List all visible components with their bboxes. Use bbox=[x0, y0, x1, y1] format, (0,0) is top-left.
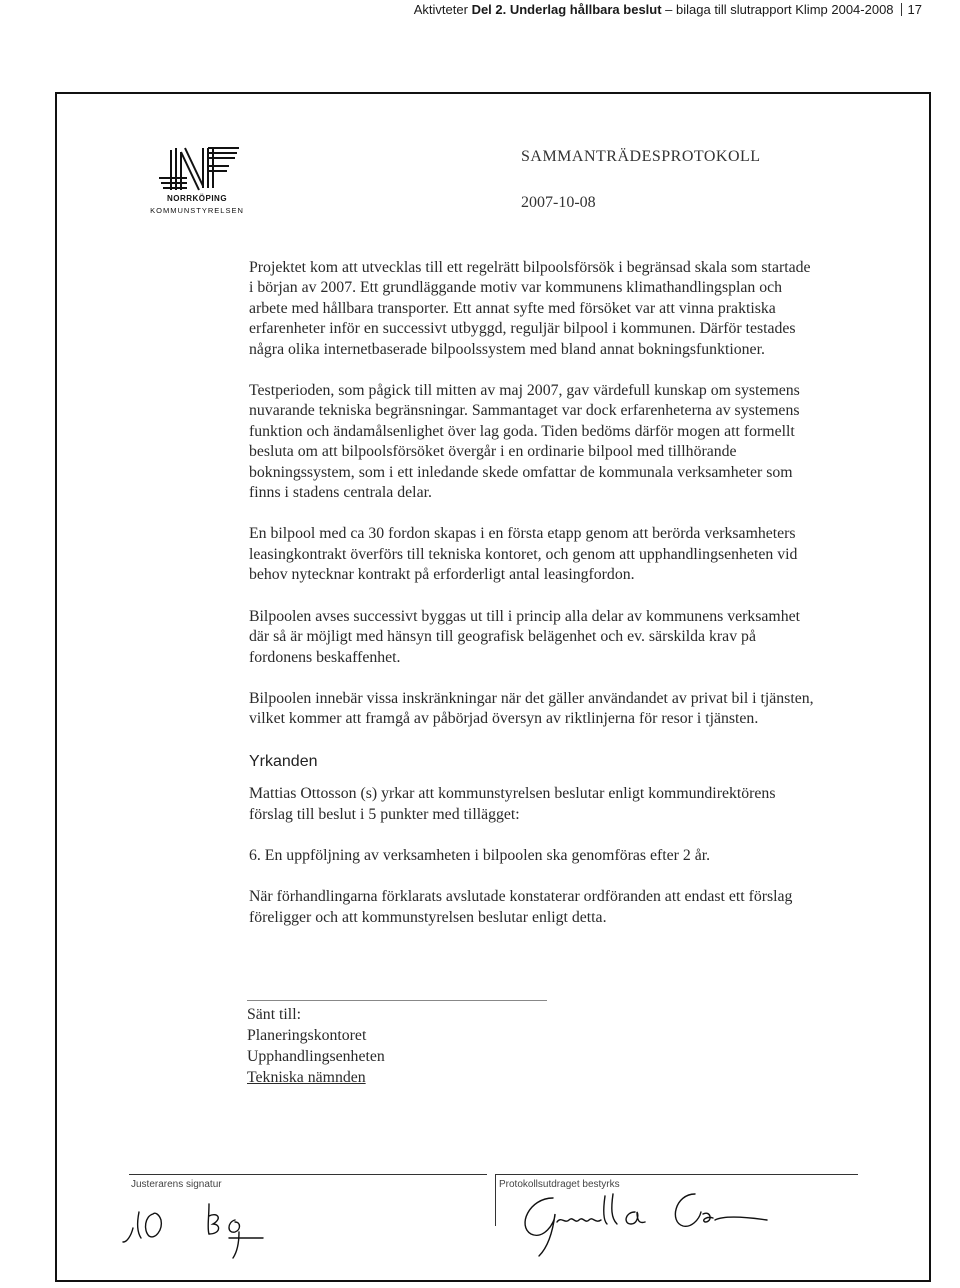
header-prefix: Aktivteter bbox=[413, 2, 472, 17]
body-paragraph: En bilpool med ca 30 fordon skapas i en första etapp genom att berörda verksamheters leasingkontrakt överförs till tekniska kontoret, och genom att upphandlingsenheten vid behov nytecknar kontrakt på erforderligt antal leasingfordon. bbox=[249, 525, 798, 584]
body-paragraph: Bilpoolen innebär vissa inskränkningar när det gäller användandet av privat bil i tjänsten, vilket kommer att framgå av påbörjad översyn av riktlinjerna för resor i tjänsten. bbox=[249, 689, 814, 728]
logo-board-name: KOMMUNSTYRELSEN bbox=[150, 206, 244, 215]
recipient: Planeringskontoret bbox=[247, 1027, 367, 1044]
header-section-title: Del 2. Underlag hållbara beslut bbox=[471, 2, 662, 17]
yrkande-paragraph: Mattias Ottosson (s) yrkar att kommunstyrelsen beslutar enligt kommundirektörens förslag till beslut i 5 punkter med tillägget: bbox=[249, 785, 776, 823]
yrkande-addition: 6. En uppföljning av verksamheten i bilpoolen ska genomföras efter 2 år. bbox=[249, 846, 711, 864]
sent-to-divider bbox=[247, 1000, 547, 1001]
logo-city-name: NORRKÖPING bbox=[166, 194, 228, 203]
recipient: Upphandlingsenheten bbox=[247, 1048, 385, 1065]
protocol-body bbox=[249, 258, 815, 949]
recipient: Tekniska nämnden bbox=[247, 1069, 366, 1086]
body-paragraph: Testperioden, som pågick till mitten av maj 2007, gav värdefull kunskap om systemens nuvarande tekniska begränsningar. Sammantaget var dock erfarenheterna av systemens funktion och ändamålsenlighet över lag goda. Tiden bedöms därför mogen att formellt besluta om att bilpoolsförsöket övergår i en ordinarie bilpool med tillhörande bokningssystem, som i ett inledande skede omfattar de kommunala verksamheter som finns i stadens centrala delar. bbox=[249, 382, 800, 502]
sent-to-label: Sänt till: bbox=[247, 1006, 301, 1023]
running-header bbox=[0, 0, 960, 20]
signature-rule-left bbox=[129, 1174, 487, 1175]
yrkanden-heading: Yrkanden bbox=[249, 752, 318, 770]
signature-rule-right bbox=[495, 1174, 858, 1175]
header-divider bbox=[901, 3, 902, 16]
document-title: SAMMANTRÄDESPROTOKOLL bbox=[521, 148, 761, 165]
document-date: 2007-10-08 bbox=[521, 194, 596, 211]
page-number: 17 bbox=[907, 2, 922, 17]
signature-divider bbox=[495, 1174, 496, 1226]
signature-label-right: Protokollsutdraget bestyrks bbox=[499, 1179, 620, 1190]
signature-label-left: Justerarens signatur bbox=[131, 1179, 222, 1190]
protocol-scan bbox=[55, 92, 931, 1282]
decision-paragraph: När förhandlingarna förklarats avslutade konstaterar ordföranden att endast ett förslag föreligger och att kommunstyrelsen beslutar enligt detta. bbox=[249, 888, 793, 926]
justerare-signature-icon bbox=[117, 1194, 287, 1260]
body-paragraph: Bilpoolen avses successivt byggas ut till i princip alla delar av kommunens verksamhet där så är möjligt med hänsyn till geografisk belägenhet och ev. särskilda krav på fordonens beskaffenhet. bbox=[249, 607, 801, 666]
body-paragraph: Projektet kom att utvecklas till ett regelrätt bilpoolsförsök i begränsad skala som startade i början av 2007. Ett grundläggande motiv var kommunens klimathandlingsplan och arbete med hållbara transporter. Ett annat syfte med försöket var att vinna praktiska erfarenheter inför en successivt utbyggd, reguljär bilpool i kommunen. Därför testades några olika internetbaserade bilpoolssystem med bland annat bokningsfunktioner. bbox=[249, 259, 811, 358]
sent-to-block bbox=[247, 1004, 385, 1088]
bestyrkt-signature-icon bbox=[509, 1186, 799, 1258]
header-suffix: – bilaga till slutrapport Klimp 2004-2008 bbox=[661, 2, 894, 17]
